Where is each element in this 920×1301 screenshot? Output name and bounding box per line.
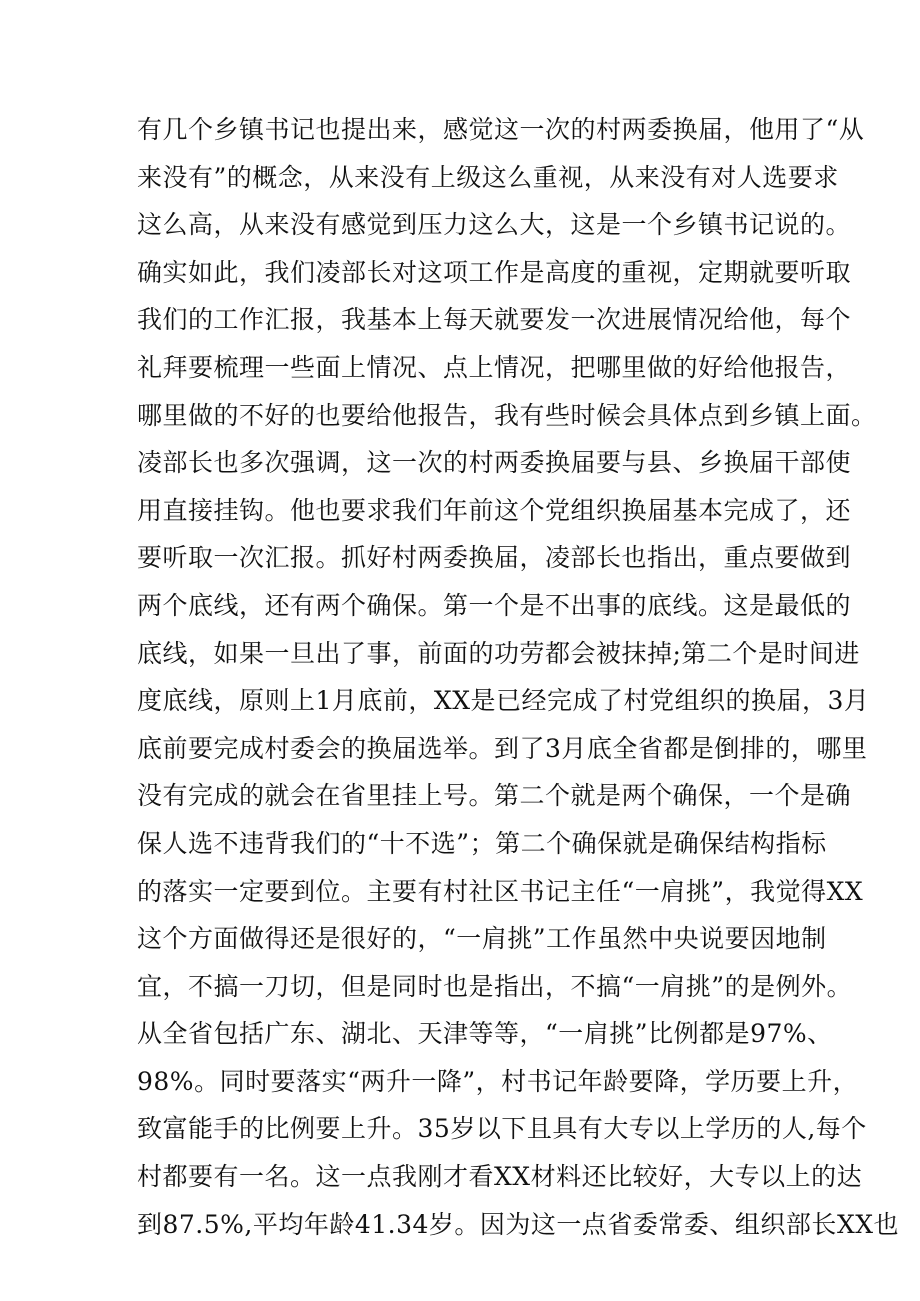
text-line: 没有完成的就会在省里挂上号。第二个就是两个确保，一个是确 [137,781,852,811]
text-line: 我们的工作汇报，我基本上每天就要发一次进展情况给他，每个 [137,305,852,335]
text-line: 保人选不违背我们的“十不选”；第二个确保就是确保结构指标 [137,828,827,858]
text-line: 的落实一定要到位。主要有村社区书记主任“一肩挑”，我觉得XX [137,876,864,906]
text-line: 确实如此，我们凌部长对这项工作是高度的重视，定期就要听取 [137,257,852,287]
text-line: 两个底线，还有两个确保。第一个是不出事的底线。这是最低的 [137,590,852,620]
text-line: 致富能手的比例要上升。35岁以下且具有大专以上学历的人,每个 [137,1114,867,1144]
text-line: 到87.5%,平均年龄41.34岁。因为这一点省委常委、组织部长XX也 [137,1209,900,1239]
text-line: 底线，如果一旦出了事，前面的功劳都会被抹掉;第二个是时间进 [137,638,860,668]
text-line: 从全省包括广东、湖北、天津等等，“一肩挑”比例都是97%、 [137,1019,833,1049]
text-line: 这么高，从来没有感觉到压力这么大，这是一个乡镇书记说的。 [137,210,852,240]
body-text [137,106,900,1248]
text-line: 来没有”的概念，从来没有上级这么重视，从来没有对人选要求 [137,162,839,192]
text-line: 礼拜要梳理一些面上情况、点上情况，把哪里做的好给他报告， [137,352,852,382]
text-line: 哪里做的不好的也要给他报告，我有些时候会具体点到乡镇上面。 [137,400,877,430]
text-line: 宜，不搞一刀切，但是同时也是指出，不搞“一肩挑”的是例外。 [137,971,853,1001]
text-line: 凌部长也多次强调，这一次的村两委换届要与县、乡换届干部使 [137,448,852,478]
text-line: 有几个乡镇书记也提出来，感觉这一次的村两委换届，他用了“从 [137,115,865,144]
text-line: 用直接挂钩。他也要求我们年前这个党组织换届基本完成了，还 [137,495,852,525]
text-line: 这个方面做得还是很好的，“一肩挑”工作虽然中央说要因地制 [137,924,827,954]
text-line: 要听取一次汇报。抓好村两委换届，凌部长也指出，重点要做到 [137,543,852,573]
text-line: 度底线，原则上1月底前，XX是已经完成了村党组织的换届，3月 [137,686,870,716]
text-line: 村都要有一名。这一点我刚才看XX材料还比较好，大专以上的达 [137,1162,863,1192]
text-line: 98%。同时要落实“两升一降”，村书记年龄要降，学历要上升， [137,1066,859,1096]
text-line: 底前要完成村委会的换届选举。到了3月底全省都是倒排的，哪里 [137,733,868,763]
